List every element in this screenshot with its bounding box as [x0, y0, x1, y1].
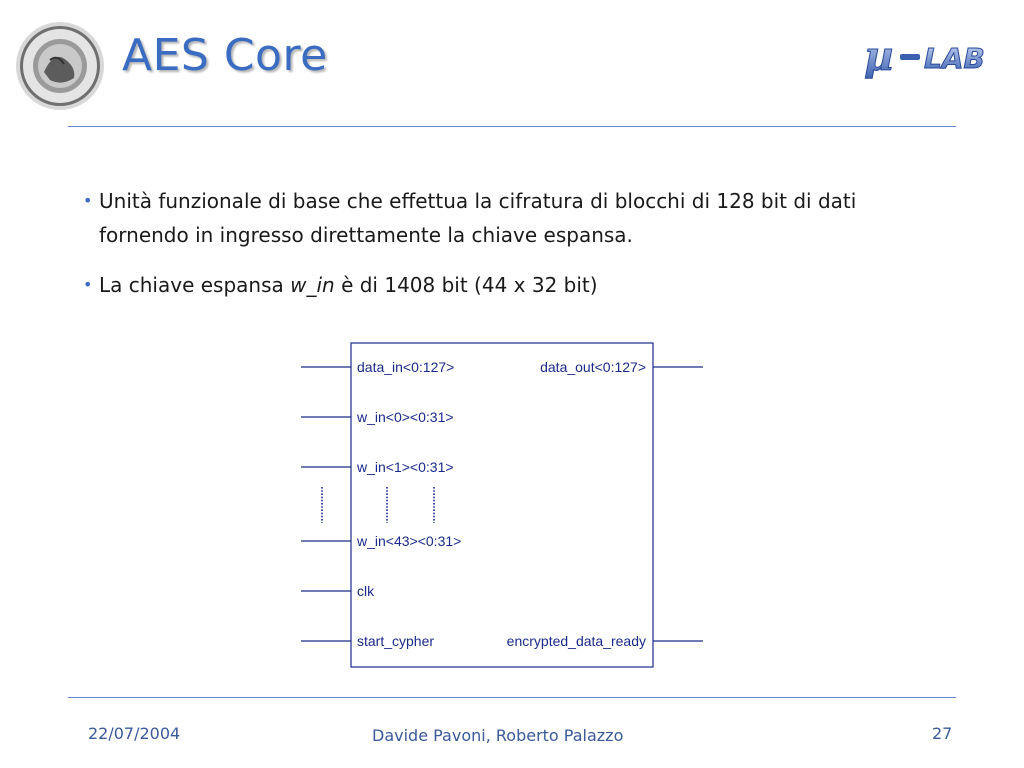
mu-lab-logo: [862, 30, 1012, 82]
bullet-text-after: è di 1408 bit (44 x 32 bit): [334, 273, 598, 297]
port-label-data-in: data_in<0:127>: [357, 359, 455, 375]
svg-text:µ: µ: [864, 33, 894, 80]
bullet-list: [80, 184, 950, 318]
port-label-w-in-43: w_in<43><0:31>: [357, 533, 462, 549]
slide-title: AES Core: [122, 30, 328, 81]
port-label-start-cypher: start_cypher: [357, 633, 435, 649]
bullet-text-emphasis: w_in: [290, 273, 335, 297]
bullet-text: Unità funzionale di base che effettua la cifratura di blocchi di 128 bit di dati fornendo in ingresso direttamente la chiave espansa.: [99, 189, 857, 247]
bullet-text-before: La chiave espansa: [99, 273, 291, 297]
footer-authors: Davide Pavoni, Roberto Palazzo: [372, 726, 624, 745]
port-label-encrypted-data-ready: encrypted_data_ready: [506, 633, 646, 649]
header-divider: [68, 126, 956, 127]
footer-divider: [68, 697, 956, 698]
bullet-dot-icon: •: [83, 275, 93, 294]
port-label-data-out: data_out<0:127>: [540, 359, 646, 375]
aes-core-block: [351, 343, 653, 667]
bullet-dot-icon: •: [83, 191, 93, 210]
svg-text:LAB: LAB: [924, 42, 985, 75]
page-number: 27: [932, 724, 953, 743]
bullet-item: [80, 184, 950, 252]
port-label-w-in-1: w_in<1><0:31>: [357, 459, 454, 475]
aes-core-block-diagram: [295, 335, 715, 677]
port-label-clk: clk: [357, 583, 375, 599]
footer-date: 22/07/2004: [88, 724, 181, 743]
politecnico-seal-logo: [14, 20, 106, 112]
port-label-w-in-0: w_in<0><0:31>: [357, 409, 454, 425]
bullet-item: [80, 268, 950, 302]
